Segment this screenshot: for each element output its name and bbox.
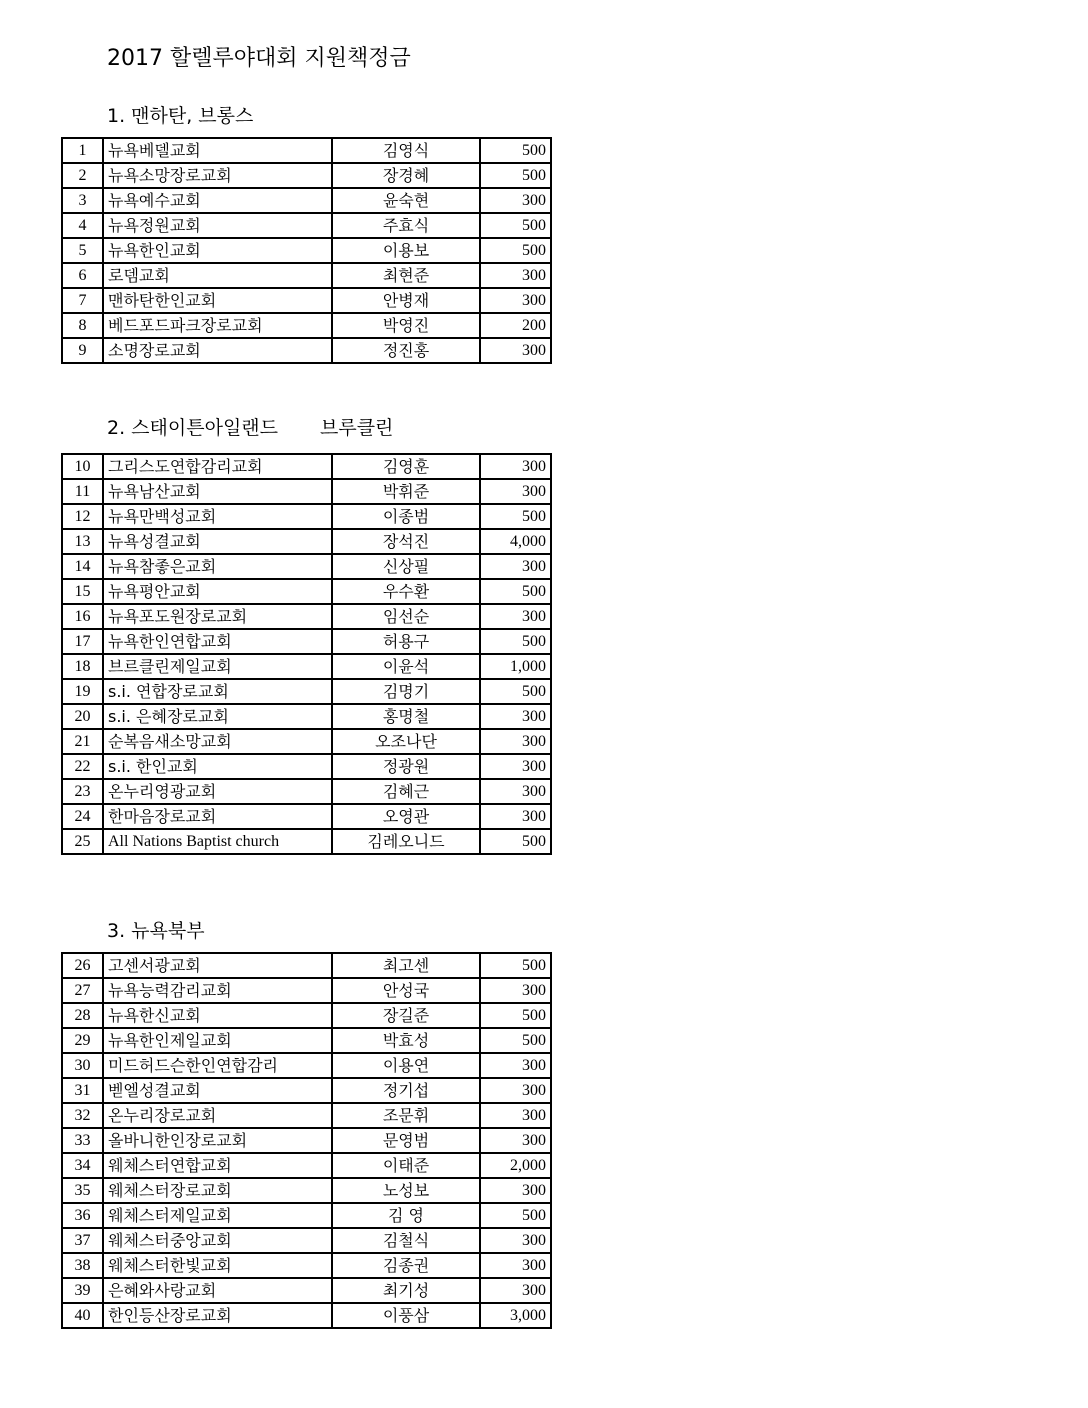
- table-row: [62, 679, 551, 704]
- table-row: [62, 604, 551, 629]
- row-number: 12: [62, 504, 103, 529]
- church-name: 뉴욕한인연합교회: [103, 629, 332, 654]
- church-name: All Nations Baptist church: [103, 829, 332, 854]
- church-name: 한인등산장로교회: [103, 1303, 332, 1328]
- row-number: 15: [62, 579, 103, 604]
- section-3-heading: [107, 918, 205, 944]
- row-number: 2: [62, 163, 103, 188]
- table-row: [62, 213, 551, 238]
- table-row: [62, 1003, 551, 1028]
- table-row: [62, 1128, 551, 1153]
- church-name: 은혜와사랑교회: [103, 1278, 332, 1303]
- row-number: 6: [62, 263, 103, 288]
- church-name: 뉴욕능력감리교회: [103, 978, 332, 1003]
- church-name: 뉴욕한인제일교회: [103, 1028, 332, 1053]
- church-name: s.i. 연합장로교회: [103, 679, 332, 704]
- support-amount: 2,000: [480, 1153, 551, 1178]
- row-number: 32: [62, 1103, 103, 1128]
- pastor-name: 김철식: [332, 1228, 480, 1253]
- support-amount: 300: [480, 779, 551, 804]
- pastor-name: 박영진: [332, 313, 480, 338]
- support-amount: 500: [480, 679, 551, 704]
- table-row: [62, 288, 551, 313]
- support-amount: 300: [480, 754, 551, 779]
- pastor-name: 신상필: [332, 554, 480, 579]
- support-amount: 500: [480, 1003, 551, 1028]
- support-amount: 500: [480, 829, 551, 854]
- support-amount: 500: [480, 163, 551, 188]
- pastor-name: 김혜근: [332, 779, 480, 804]
- row-number: 24: [62, 804, 103, 829]
- row-number: 20: [62, 704, 103, 729]
- table-row: [62, 754, 551, 779]
- row-number: 13: [62, 529, 103, 554]
- church-name: 뉴욕예수교회: [103, 188, 332, 213]
- pastor-name: 최고센: [332, 953, 480, 978]
- row-number: 37: [62, 1228, 103, 1253]
- church-name: 소명장로교회: [103, 338, 332, 363]
- church-name: 베드포드파크장로교회: [103, 313, 332, 338]
- row-number: 31: [62, 1078, 103, 1103]
- row-number: 1: [62, 138, 103, 163]
- table-row: [62, 238, 551, 263]
- pastor-name: 허용구: [332, 629, 480, 654]
- row-number: 18: [62, 654, 103, 679]
- row-number: 30: [62, 1053, 103, 1078]
- pastor-name: 장길준: [332, 1003, 480, 1028]
- support-amount: 300: [480, 1103, 551, 1128]
- church-name: 뉴욕정원교회: [103, 213, 332, 238]
- pastor-name: 김영훈: [332, 454, 480, 479]
- support-amount: 300: [480, 1278, 551, 1303]
- table-row: [62, 654, 551, 679]
- pastor-name: 오조나단: [332, 729, 480, 754]
- pastor-name: 장석진: [332, 529, 480, 554]
- section-1-heading-text: 1. 맨하탄, 브롱스: [107, 105, 254, 127]
- pastor-name: 이풍삼: [332, 1303, 480, 1328]
- support-amount: 500: [480, 629, 551, 654]
- church-name: 그리스도연합감리교회: [103, 454, 332, 479]
- section-3-heading-text: 3. 뉴욕북부: [107, 920, 205, 942]
- row-number: 27: [62, 978, 103, 1003]
- church-name: 맨하탄한인교회: [103, 288, 332, 313]
- church-name: 뉴욕소망장로교회: [103, 163, 332, 188]
- table-row: [62, 1053, 551, 1078]
- support-amount: 500: [480, 1028, 551, 1053]
- pastor-name: 홍명철: [332, 704, 480, 729]
- row-number: 22: [62, 754, 103, 779]
- pastor-name: 정광원: [332, 754, 480, 779]
- row-number: 19: [62, 679, 103, 704]
- table-row: [62, 779, 551, 804]
- pastor-name: 이윤석: [332, 654, 480, 679]
- church-name: 웨체스터한빛교회: [103, 1253, 332, 1278]
- pastor-name: 김영식: [332, 138, 480, 163]
- church-name: 올바니한인장로교회: [103, 1128, 332, 1153]
- row-number: 11: [62, 479, 103, 504]
- section-2-table: [61, 453, 552, 855]
- church-name: 고센서광교회: [103, 953, 332, 978]
- table-row: [62, 1178, 551, 1203]
- support-amount: 300: [480, 1178, 551, 1203]
- table-row: [62, 454, 551, 479]
- church-name: 브르클린제일교회: [103, 654, 332, 679]
- table-row: [62, 554, 551, 579]
- row-number: 35: [62, 1178, 103, 1203]
- support-amount: 500: [480, 504, 551, 529]
- table-row: [62, 953, 551, 978]
- row-number: 34: [62, 1153, 103, 1178]
- support-amount: 300: [480, 1053, 551, 1078]
- table-row: [62, 579, 551, 604]
- pastor-name: 정기섭: [332, 1078, 480, 1103]
- support-amount: 500: [480, 138, 551, 163]
- table-row: [62, 1078, 551, 1103]
- table-row: [62, 629, 551, 654]
- row-number: 10: [62, 454, 103, 479]
- pastor-name: 조문휘: [332, 1103, 480, 1128]
- row-number: 4: [62, 213, 103, 238]
- support-amount: 300: [480, 1078, 551, 1103]
- pastor-name: 오영관: [332, 804, 480, 829]
- pastor-name: 김명기: [332, 679, 480, 704]
- support-amount: 300: [480, 704, 551, 729]
- document-title: 2017 할렐루야대회 지원책정금: [107, 46, 411, 71]
- support-amount: 500: [480, 953, 551, 978]
- pastor-name: 노성보: [332, 1178, 480, 1203]
- row-number: 17: [62, 629, 103, 654]
- support-amount: 300: [480, 454, 551, 479]
- support-amount: 300: [480, 188, 551, 213]
- church-name: 뉴욕참좋은교회: [103, 554, 332, 579]
- pastor-name: 김 영: [332, 1203, 480, 1228]
- row-number: 26: [62, 953, 103, 978]
- pastor-name: 정진홍: [332, 338, 480, 363]
- table-row: [62, 1153, 551, 1178]
- church-name: 뉴욕성결교회: [103, 529, 332, 554]
- table-row: [62, 529, 551, 554]
- pastor-name: 장경혜: [332, 163, 480, 188]
- church-name: 웨체스터연합교회: [103, 1153, 332, 1178]
- pastor-name: 안병재: [332, 288, 480, 313]
- church-name: 순복음새소망교회: [103, 729, 332, 754]
- table-row: [62, 804, 551, 829]
- church-name: 뉴욕베델교회: [103, 138, 332, 163]
- pastor-name: 윤숙현: [332, 188, 480, 213]
- support-amount: 4,000: [480, 529, 551, 554]
- row-number: 39: [62, 1278, 103, 1303]
- support-amount: 300: [480, 1128, 551, 1153]
- support-amount: 300: [480, 729, 551, 754]
- row-number: 21: [62, 729, 103, 754]
- church-name: 온누리장로교회: [103, 1103, 332, 1128]
- church-name: 온누리영광교회: [103, 779, 332, 804]
- row-number: 5: [62, 238, 103, 263]
- row-number: 3: [62, 188, 103, 213]
- section-3-table: [61, 952, 552, 1329]
- row-number: 8: [62, 313, 103, 338]
- church-name: 미드허드슨한인연합감리: [103, 1053, 332, 1078]
- church-name: 뉴욕한인교회: [103, 238, 332, 263]
- table-row: [62, 313, 551, 338]
- church-name: 웨체스터장로교회: [103, 1178, 332, 1203]
- table-row: [62, 479, 551, 504]
- pastor-name: 임선순: [332, 604, 480, 629]
- table-row: [62, 1278, 551, 1303]
- church-name: 뉴욕남산교회: [103, 479, 332, 504]
- support-amount: 1,000: [480, 654, 551, 679]
- support-amount: 300: [480, 978, 551, 1003]
- table-row: [62, 138, 551, 163]
- support-amount: 300: [480, 1228, 551, 1253]
- table-row: [62, 829, 551, 854]
- pastor-name: 이용연: [332, 1053, 480, 1078]
- church-name: 뉴욕포도원장로교회: [103, 604, 332, 629]
- table-row: [62, 1203, 551, 1228]
- pastor-name: 이태준: [332, 1153, 480, 1178]
- pastor-name: 최현준: [332, 263, 480, 288]
- row-number: 28: [62, 1003, 103, 1028]
- row-number: 7: [62, 288, 103, 313]
- pastor-name: 문영범: [332, 1128, 480, 1153]
- support-amount: 300: [480, 479, 551, 504]
- pastor-name: 김레오니드: [332, 829, 480, 854]
- pastor-name: 우수환: [332, 579, 480, 604]
- support-amount: 300: [480, 1253, 551, 1278]
- row-number: 25: [62, 829, 103, 854]
- pastor-name: 안성국: [332, 978, 480, 1003]
- table-row: [62, 163, 551, 188]
- church-name: 웨체스터제일교회: [103, 1203, 332, 1228]
- row-number: 14: [62, 554, 103, 579]
- support-amount: 300: [480, 804, 551, 829]
- support-amount: 500: [480, 1203, 551, 1228]
- support-amount: 500: [480, 238, 551, 263]
- section-1-heading: [107, 103, 253, 129]
- church-name: 뉴욕평안교회: [103, 579, 332, 604]
- support-amount: 300: [480, 338, 551, 363]
- section-1-table: [61, 137, 552, 364]
- table-row: [62, 188, 551, 213]
- church-name: s.i. 한인교회: [103, 754, 332, 779]
- church-name: 벧엘성결교회: [103, 1078, 332, 1103]
- support-amount: 300: [480, 288, 551, 313]
- support-amount: 500: [480, 213, 551, 238]
- pastor-name: 김종권: [332, 1253, 480, 1278]
- church-name: 뉴욕만백성교회: [103, 504, 332, 529]
- church-name: 한마음장로교회: [103, 804, 332, 829]
- church-name: 뉴욕한신교회: [103, 1003, 332, 1028]
- church-name: 웨체스터중앙교회: [103, 1228, 332, 1253]
- church-name: 로뎀교회: [103, 263, 332, 288]
- church-name: s.i. 은혜장로교회: [103, 704, 332, 729]
- row-number: 40: [62, 1303, 103, 1328]
- row-number: 9: [62, 338, 103, 363]
- table-row: [62, 338, 551, 363]
- support-amount: 300: [480, 554, 551, 579]
- table-row: [62, 1228, 551, 1253]
- row-number: 23: [62, 779, 103, 804]
- pastor-name: 최기성: [332, 1278, 480, 1303]
- table-row: [62, 1103, 551, 1128]
- row-number: 36: [62, 1203, 103, 1228]
- support-amount: 3,000: [480, 1303, 551, 1328]
- table-row: [62, 1303, 551, 1328]
- table-row: [62, 1028, 551, 1053]
- section-2-heading: [107, 415, 393, 441]
- row-number: 29: [62, 1028, 103, 1053]
- row-number: 16: [62, 604, 103, 629]
- pastor-name: 이종범: [332, 504, 480, 529]
- support-amount: 300: [480, 263, 551, 288]
- section-2-heading-text: 2. 스태이튼아일랜드: [107, 417, 278, 439]
- support-amount: 200: [480, 313, 551, 338]
- pastor-name: 이용보: [332, 238, 480, 263]
- table-row: [62, 704, 551, 729]
- pastor-name: 박휘준: [332, 479, 480, 504]
- support-amount: 500: [480, 579, 551, 604]
- table-row: [62, 504, 551, 529]
- row-number: 33: [62, 1128, 103, 1153]
- pastor-name: 주효식: [332, 213, 480, 238]
- section-2-subheading: 브루클린: [320, 417, 394, 439]
- table-row: [62, 1253, 551, 1278]
- table-row: [62, 263, 551, 288]
- table-row: [62, 729, 551, 754]
- row-number: 38: [62, 1253, 103, 1278]
- pastor-name: 박효성: [332, 1028, 480, 1053]
- table-row: [62, 978, 551, 1003]
- support-amount: 300: [480, 604, 551, 629]
